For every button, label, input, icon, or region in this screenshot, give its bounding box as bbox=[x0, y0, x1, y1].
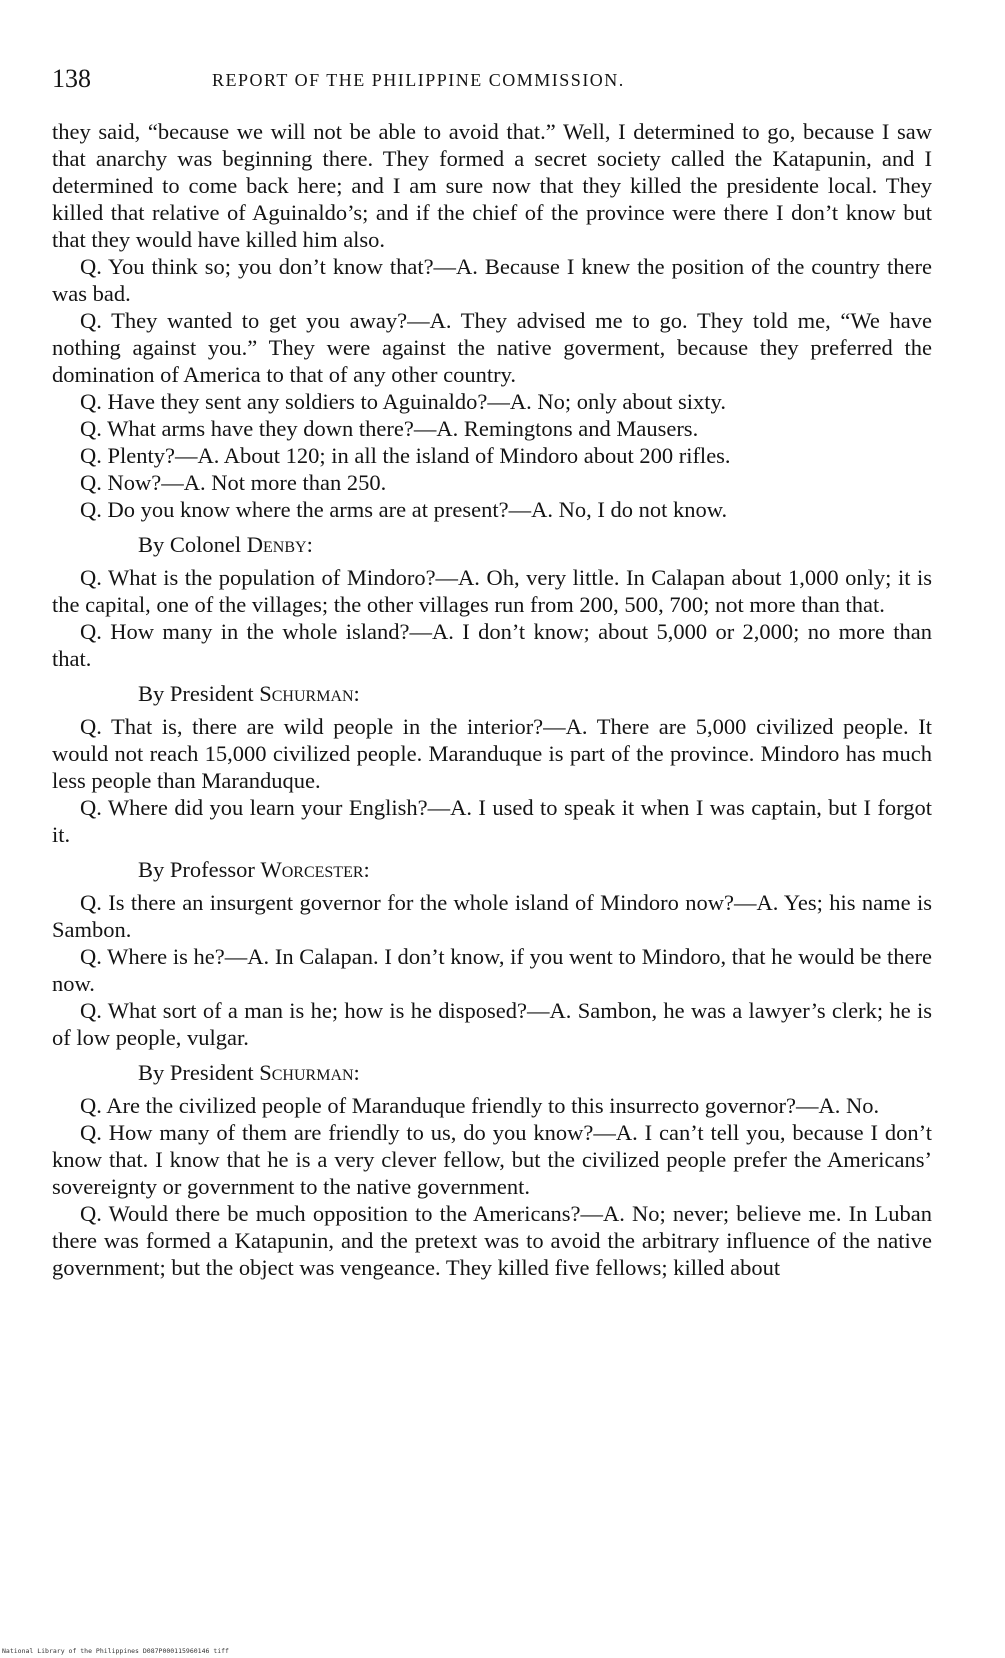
page-header bbox=[52, 64, 932, 94]
question-answer: Q. They wanted to get you away?—A. They advised me to go. They told me, “We have nothing against you.” They were against the native goverment, because they preferred the domination of America to that of any other country. bbox=[52, 308, 932, 387]
speaker-heading bbox=[52, 1059, 932, 1086]
question-answer: Q. What arms have they down there?—A. Remingtons and Mausers. bbox=[80, 416, 699, 441]
speaker-name: Denby: bbox=[246, 532, 313, 557]
question-answer: Q. You think so; you don’t know that?—A. Because I knew the position of the country there was bad. bbox=[52, 254, 932, 306]
speaker-prefix: By Professor bbox=[138, 857, 261, 882]
question-answer: Q. How many in the whole island?—A. I don’t know; about 5,000 or 2,000; no more than that. bbox=[52, 619, 932, 671]
scan-footer: National Library of the Philippines D087P000115960146 tiff bbox=[2, 1647, 229, 1655]
question-answer: Q. Do you know where the arms are at present?—A. No, I do not know. bbox=[80, 497, 728, 522]
question-answer: Q. Where is he?—A. In Calapan. I don’t know, if you went to Mindoro, that he would be there now. bbox=[52, 944, 932, 996]
scan-edge-artifact bbox=[985, 4, 999, 74]
question-answer: Q. What sort of a man is he; how is he disposed?—A. Sambon, he was a lawyer’s clerk; he is of low people, vulgar. bbox=[52, 998, 932, 1050]
question-answer: Q. Is there an insurgent governor for the whole island of Mindoro now?—A. Yes; his name is Sambon. bbox=[52, 890, 932, 942]
speaker-heading bbox=[52, 531, 932, 558]
speaker-prefix: By President bbox=[138, 1060, 260, 1085]
speaker-name: Schurman: bbox=[259, 1060, 360, 1085]
question-answer: Q. Plenty?—A. About 120; in all the island of Mindoro about 200 rifles. bbox=[80, 443, 731, 468]
body-text bbox=[52, 118, 932, 1281]
speaker-heading bbox=[52, 856, 932, 883]
question-answer: Q. What is the population of Mindoro?—A. Oh, very little. In Calapan about 1,000 only; it is the capital, one of the villages; the other villages run from 200, 500, 700; not more than that. bbox=[52, 565, 932, 617]
question-answer: Q. How many of them are friendly to us, do you know?—A. I can’t tell you, because I don’t know that. I know that he is a very clever fellow, but the civilized people prefer the Americans’ sovereignty or government to the native government. bbox=[52, 1120, 932, 1199]
speaker-prefix: By President bbox=[138, 681, 260, 706]
question-answer: Q. Have they sent any soldiers to Aguinaldo?—A. No; only about sixty. bbox=[80, 389, 726, 414]
page-number: 138 bbox=[52, 64, 91, 93]
question-answer: Q. Would there be much opposition to the Americans?—A. No; never; believe me. In Luban there was formed a Katapunin, and the pretext was to avoid the arbitrary influence of the native government; but the object was vengeance. They killed five fellows; killed about bbox=[52, 1201, 932, 1280]
question-answer: Q. Now?—A. Not more than 250. bbox=[80, 470, 387, 495]
question-answer: Q. Where did you learn your English?—A. I used to speak it when I was captain, but I forgot it. bbox=[52, 795, 932, 847]
speaker-prefix: By Colonel bbox=[138, 532, 247, 557]
speaker-name: Worcester: bbox=[260, 857, 370, 882]
question-answer: Q. That is, there are wild people in the interior?—A. There are 5,000 civilized people. It would not reach 15,000 civilized people. Maranduque is part of the province. Mindoro has much less people than Maranduque. bbox=[52, 714, 932, 793]
paragraph: they said, “because we will not be able to avoid that.” Well, I determined to go, because I saw that anarchy was beginning there. They formed a secret society called the Katapunin, and I determined to come back here; and I am sure now that they killed the presidente local. They killed that relative of Aguinaldo’s; and if the chief of the province were there I don’t know but that they would have killed him also. bbox=[52, 119, 932, 252]
running-title: REPORT OF THE PHILIPPINE COMMISSION. bbox=[212, 70, 625, 90]
speaker-name: Schurman: bbox=[259, 681, 360, 706]
speaker-heading bbox=[52, 680, 932, 707]
question-answer: Q. Are the civilized people of Maranduque friendly to this insurrecto governor?—A. No. bbox=[80, 1093, 880, 1118]
